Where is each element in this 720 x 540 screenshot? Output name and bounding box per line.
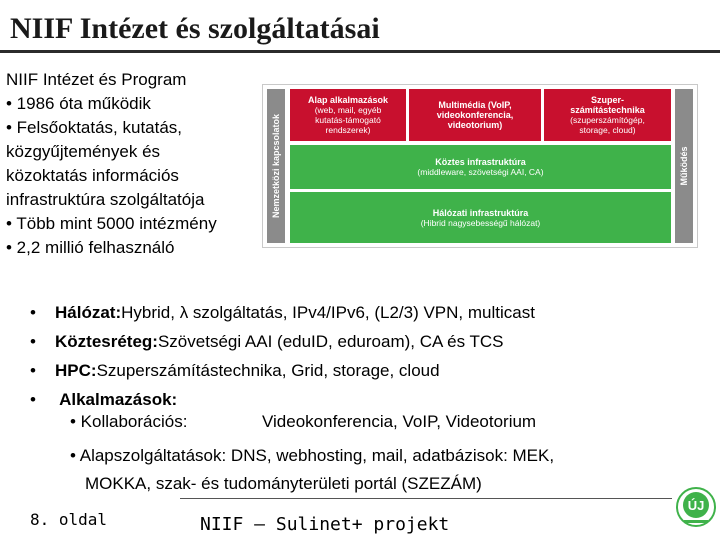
bullet-item: • Alkalmazások: — [30, 385, 535, 414]
intro-line: • Több mint 5000 intézmény — [6, 214, 217, 233]
bullet-item: • HPC: Szuperszámítástechnika, Grid, storage, cloud — [30, 356, 535, 385]
bullet-item: • Köztesréteg: Szövetségi AAI (eduID, eduroam), CA és TCS — [30, 327, 535, 356]
title-divider — [0, 50, 720, 53]
svg-text:ÚJ: ÚJ — [687, 498, 705, 513]
cell-line: (middleware, szövetségi AAI, CA) — [417, 167, 544, 177]
intro-line: közgyűjtemények és — [6, 142, 161, 161]
basic-services-line-2: MOKKA, szak- és tudományterületi portál (SZEZÁM) — [85, 474, 482, 493]
cell-line: storage, cloud) — [579, 125, 636, 135]
intro-line: • 1986 óta működik — [6, 94, 151, 113]
intro-line: infrastruktúra szolgáltatója — [6, 190, 205, 209]
page-number: 8. oldal — [30, 510, 108, 529]
cell-line: (web, mail, egyéb — [314, 105, 382, 115]
bullet-label: Köztesréteg: — [55, 332, 158, 351]
cell-line: rendszerek) — [325, 125, 371, 135]
left-bar-label: Nemzetközi kapcsolatok — [271, 113, 281, 219]
cell-line: (Hibrid nagysebességű hálózat) — [420, 217, 541, 228]
bullet-text: Szövetségi AAI (eduID, eduroam), CA és TCS — [157, 332, 504, 351]
network-infrastructure-cell — [290, 192, 671, 243]
bullet-item: • Hálózat: Hybrid, λ szolgáltatás, IPv4/IPv6, (L2/3) VPN, multicast — [30, 298, 535, 327]
footer-divider — [180, 498, 672, 499]
collaboration-line — [70, 412, 536, 432]
cell-line: számítástechnika — [570, 105, 645, 115]
middleware-cell — [290, 145, 671, 189]
collaboration-label: • Kollaborációs: — [70, 412, 188, 431]
intro-line: • Felsőoktatás, kutatás, — [6, 118, 183, 137]
project-name: NIIF – Sulinet+ projekt — [200, 514, 450, 535]
right-bar-label: Működés — [679, 146, 689, 186]
cell-line: videokonferencia, — [436, 110, 514, 120]
bullet-text: Szuperszámítástechnika, Grid, storage, cloud — [96, 361, 440, 380]
service-bullets — [30, 298, 535, 414]
operations-bar — [675, 89, 693, 243]
intro-line: • 2,2 millió felhasználó — [6, 238, 175, 257]
slide-title: NIIF Intézet és szolgáltatásai — [10, 12, 380, 45]
cell-title: Köztes infrastruktúra — [435, 157, 526, 167]
cell-line: kutatás-támogató — [315, 115, 381, 125]
cell-title: Alap alkalmazások — [307, 95, 389, 105]
bullet-label: HPC: — [55, 361, 97, 380]
bullet-text: Hybrid, λ szolgáltatás, IPv4/IPv6, (L2/3) VPN, multicast — [121, 303, 535, 322]
cell-title: Szuper- — [590, 95, 624, 105]
cell-line: videotorium) — [447, 120, 503, 130]
international-relations-bar — [267, 89, 285, 243]
bullet-label: Alkalmazások: — [55, 390, 178, 409]
intro-text — [6, 68, 256, 260]
bullet-label: Hálózat: — [55, 303, 122, 322]
intro-line: közoktatás információs — [6, 166, 179, 185]
basic-apps-cell — [290, 89, 406, 141]
multimedia-cell — [409, 89, 541, 141]
intro-line: NIIF Intézet és Program — [6, 70, 187, 89]
uj-logo-icon — [676, 487, 716, 527]
supercomputing-cell — [544, 89, 671, 141]
basic-services-line: • Alapszolgáltatások: DNS, webhosting, mail, adatbázisok: MEK, — [70, 446, 555, 465]
cell-title: Multimédia (VoIP, — [438, 100, 512, 110]
cell-line: (szuperszámítógép, — [570, 115, 645, 125]
collaboration-value: Videokonferencia, VoIP, Videotorium — [262, 412, 537, 431]
cell-title: Hálózati infrastruktúra — [432, 207, 529, 218]
service-layer-diagram — [262, 84, 698, 248]
